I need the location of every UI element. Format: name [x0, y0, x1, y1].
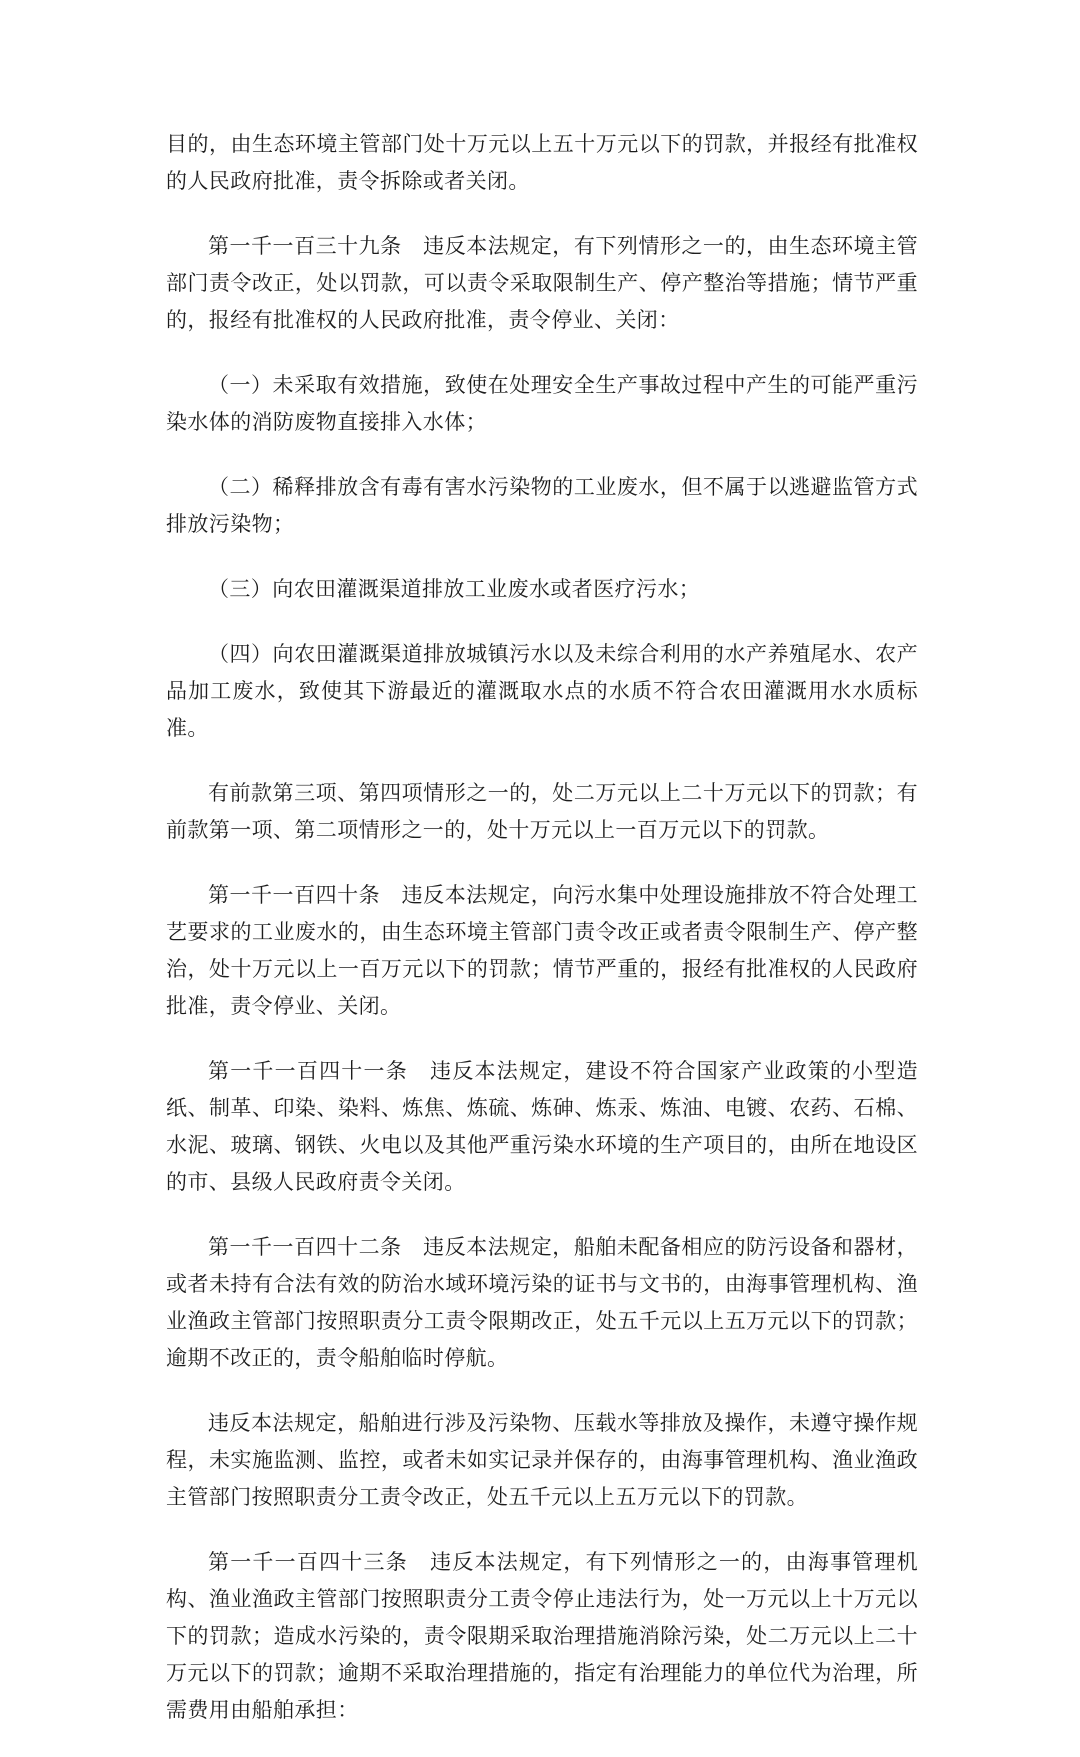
paragraph-item-4: （四）向农田灌溉渠道排放城镇污水以及未综合利用的水产养殖尾水、农产品加工废水，致使其下游最近的灌溉取水点的水质不符合农田灌溉用水水质标准。	[166, 642, 918, 740]
paragraph-article-1142: 第一千一百四十二条 违反本法规定，船舶未配备相应的防污设备和器材，或者未持有合法有效的防治水域环境污染的证书与文书的，由海事管理机构、渔业渔政主管部门按照职责分工责令限期改正，处五千元以上五万元以下的罚款；逾期不改正的，责令船舶临时停航。	[166, 1235, 918, 1370]
paragraph-item-1: （一）未采取有效措施，致使在处理安全生产事故过程中产生的可能严重污染水体的消防废物直接排入水体；	[166, 373, 918, 434]
paragraph-item-2: （二）稀释排放含有毒有害水污染物的工业废水，但不属于以逃避监管方式排放污染物；	[166, 475, 918, 536]
paragraph-penalty-clause: 有前款第三项、第四项情形之一的，处二万元以上二十万元以下的罚款；有前款第一项、第二项情形之一的，处十万元以上一百万元以下的罚款。	[166, 781, 918, 842]
paragraph-ship-operations: 违反本法规定，船舶进行涉及污染物、压载水等排放及操作，未遵守操作规程，未实施监测、监控，或者未如实记录并保存的，由海事管理机构、渔业渔政主管部门按照职责分工责令改正，处五千元以上五万元以下的罚款。	[166, 1411, 918, 1509]
paragraph-article-1143: 第一千一百四十三条 违反本法规定，有下列情形之一的，由海事管理机构、渔业渔政主管部门按照职责分工责令停止违法行为，处一万元以上十万元以下的罚款；造成水污染的，责令限期采取治理措施消除污染，处二万元以上二十万元以下的罚款；逾期不采取治理措施的，指定有治理能力的单位代为治理，所需费用由船舶承担：	[166, 1550, 918, 1722]
paragraph-article-1141: 第一千一百四十一条 违反本法规定，建设不符合国家产业政策的小型造纸、制革、印染、染料、炼焦、炼硫、炼砷、炼汞、炼油、电镀、农药、石棉、水泥、玻璃、钢铁、火电以及其他严重污染水环境的生产项目的，由所在地设区的市、县级人民政府责令关闭。	[166, 1059, 918, 1194]
document-body	[166, 126, 918, 1757]
paragraph-item-3: （三）向农田灌溉渠道排放工业废水或者医疗污水；	[208, 577, 701, 601]
paragraph-continuation: 目的，由生态环境主管部门处十万元以上五十万元以下的罚款，并报经有批准权的人民政府批准，责令拆除或者关闭。	[166, 132, 918, 193]
paragraph-article-1139: 第一千一百三十九条 违反本法规定，有下列情形之一的，由生态环境主管部门责令改正，处以罚款，可以责令采取限制生产、停产整治等措施；情节严重的，报经有批准权的人民政府批准，责令停业、关闭：	[166, 234, 918, 332]
paragraph-article-1140: 第一千一百四十条 违反本法规定，向污水集中处理设施排放不符合处理工艺要求的工业废水的，由生态环境主管部门责令改正或者责令限制生产、停产整治，处十万元以上一百万元以下的罚款；情节严重的，报经有批准权的人民政府批准，责令停业、关闭。	[166, 883, 918, 1018]
